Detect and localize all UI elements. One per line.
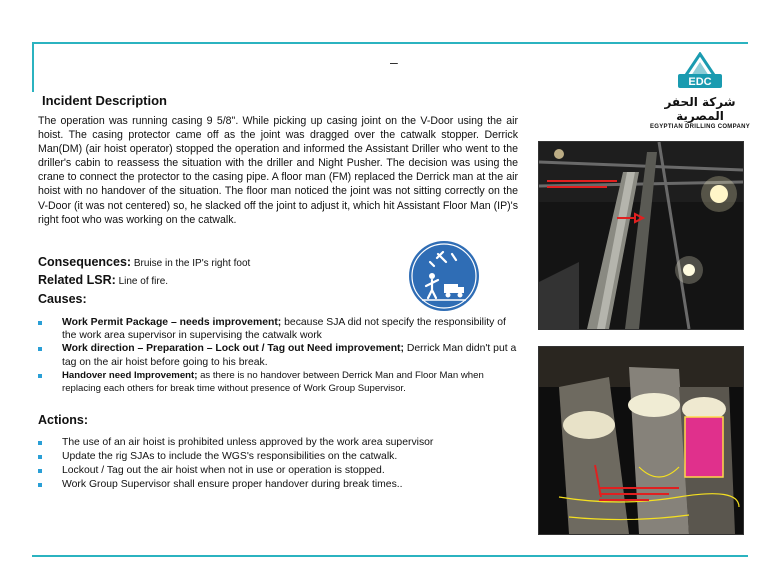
consequences-label: Consequences: xyxy=(38,255,132,269)
catwalk-casing-photo xyxy=(538,346,744,535)
related-lsr-line xyxy=(38,273,168,287)
causes-heading: Causes: xyxy=(38,292,87,306)
cause-text: because SJA did not specify the responsibility of the work area supervisor in supervising the catwalk work xyxy=(62,317,506,342)
cause-title: Work Permit Package – needs improvement; xyxy=(62,317,282,328)
logo-mark-text: EDC xyxy=(688,76,712,88)
action-item: The use of an air hoist is prohibited unless approved by the work area supervisor xyxy=(38,436,518,450)
company-logo xyxy=(640,52,760,130)
cause-item xyxy=(38,316,518,342)
cause-title: Handover need Improvement; xyxy=(62,369,198,381)
consequences-line xyxy=(38,255,250,269)
rig-photo-v-door xyxy=(538,141,744,330)
cause-text: Derrick Man didn't put a tag on the air hoist before going to his break. xyxy=(62,343,517,368)
top-rule xyxy=(32,42,748,44)
logo-english-name: EGYPTIAN DRILLING COMPANY xyxy=(649,124,751,130)
cause-item xyxy=(38,369,518,395)
action-item: Update the rig SJAs to include the WGS's responsibilities on the catwalk. xyxy=(38,450,518,464)
consequences-value: Bruise in the IP's right foot xyxy=(133,258,251,269)
related-lsr-label: Related LSR: xyxy=(38,273,116,287)
cause-title: Work direction – Preparation – Lock out / Tag out Need improvement; xyxy=(62,343,404,355)
actions-list xyxy=(38,436,518,492)
causes-list xyxy=(38,316,518,395)
edc-logo-icon xyxy=(672,52,728,94)
action-item: Work Group Supervisor shall ensure proper handover during break times.. xyxy=(38,478,518,492)
logo-arabic-name: شركة الحفر المصرية xyxy=(664,95,736,123)
bottom-rule xyxy=(32,555,748,557)
line-of-fire-sign-icon xyxy=(408,240,480,312)
incident-heading: Incident Description xyxy=(42,93,167,108)
cause-item xyxy=(38,342,518,368)
left-rule xyxy=(32,42,34,92)
slide-title: – xyxy=(390,54,398,70)
cause-text: as there is no handover between Derrick Man and Floor Man when replacing each others for break time without presence of Work Group Supervisor. xyxy=(62,369,484,395)
action-item: Lockout / Tag out the air hoist when not in use or operation is stopped. xyxy=(38,464,518,478)
related-lsr-value: Line of fire. xyxy=(118,276,169,287)
incident-description: The operation was running casing 9 5/8". While picking up casing joint on the V-Door using the air hoist. The casing protector came off as the joint was dragged over the catwalk stopper. Derrick Man(DM) (air hoist operator) stopped the operation and informed the Assistant Driller who went to the driller's cabin to reassess the situation with the driller and Night Pusher. The decision was using the crane to connect the protector to the casing pipe. A floor man (FM) replaced the Derrick man at the air hoist with no handover of the situation. The floor man noticed the joint was not sitting correctly on the V-Door (it was not centered) so, he slacked off the joint to adjust it, which hit Assistant Floor Man (IP)'s right foot who was working on the catwalk. xyxy=(38,115,518,226)
actions-heading: Actions: xyxy=(38,413,88,427)
